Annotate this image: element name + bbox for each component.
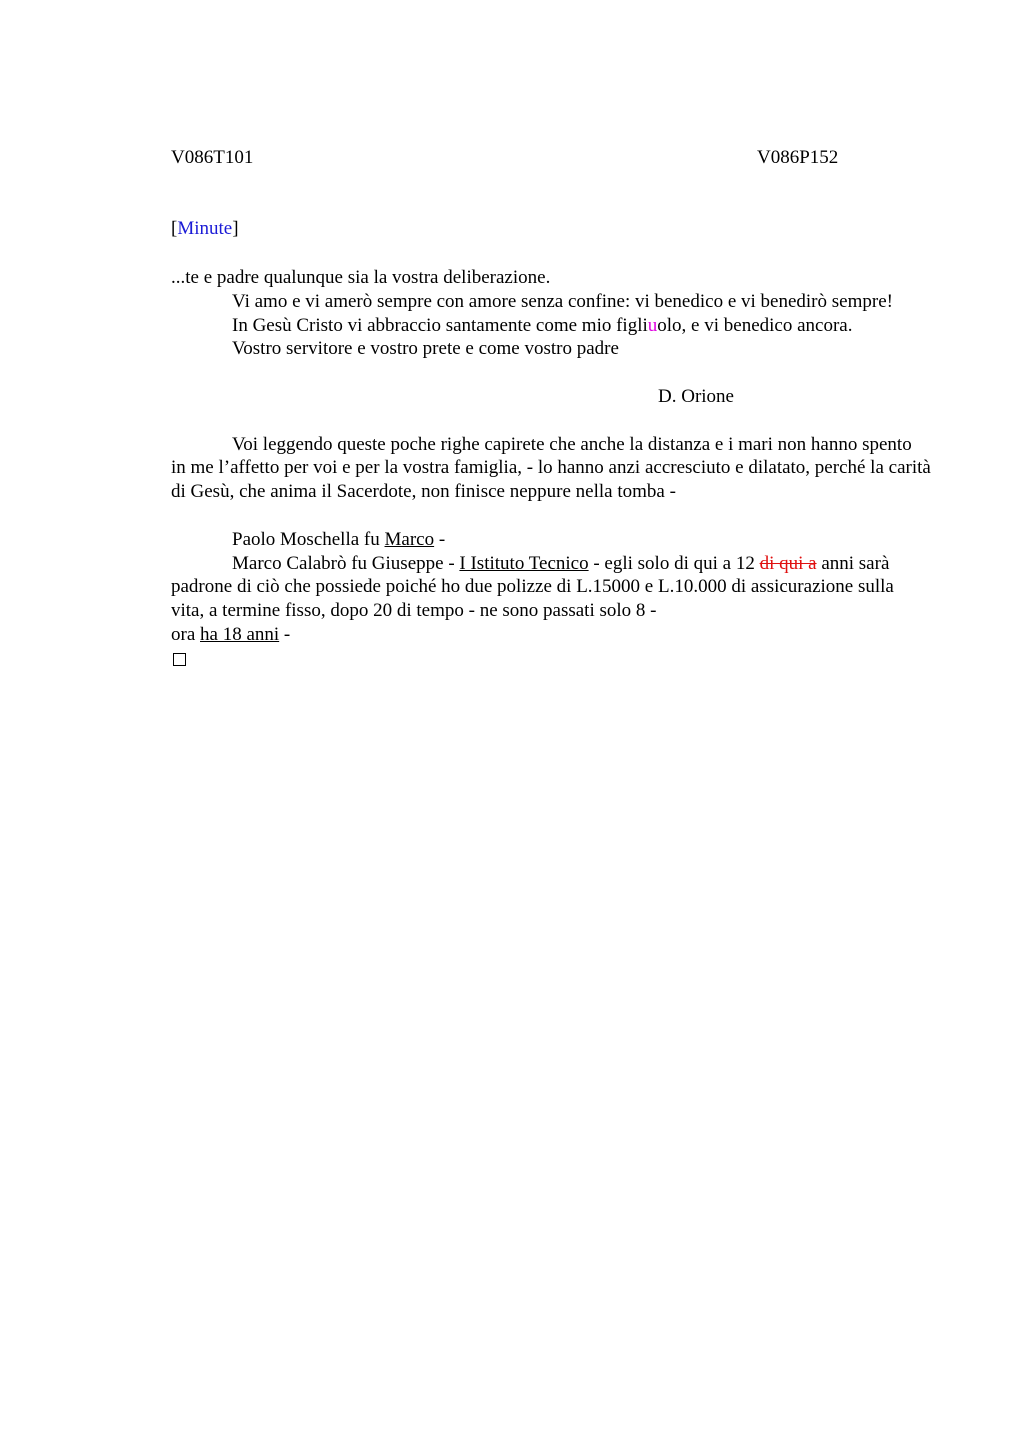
- letter-paragraph-3: [171, 314, 931, 338]
- letter-paragraph-3-after: olo, e vi benedico ancora.: [657, 314, 853, 336]
- letter-body: [171, 266, 931, 673]
- minute-label: [171, 218, 239, 240]
- struck-text: di qui a: [759, 552, 817, 574]
- note-line-3-after: -: [279, 623, 291, 645]
- inserted-letter: u: [647, 314, 658, 336]
- document-ref-right: V086P152: [757, 147, 839, 168]
- letter-paragraph-4: Vostro servitore e vostro prete e come vostro padre: [232, 338, 619, 360]
- note-line-3-underlined: ha 18 anni: [200, 623, 280, 645]
- checkbox-row: [171, 647, 931, 673]
- note-line-2: [171, 552, 931, 623]
- note-line-1: [171, 528, 931, 552]
- letter-paragraph-2: Vi amo e vi amerò sempre con amore senza confine: vi benedico e vi benedirò sempre!: [232, 290, 893, 312]
- note-line-1-after: -: [434, 528, 446, 550]
- note-line-2-before: Marco Calabrò fu Giuseppe -: [232, 552, 460, 574]
- letter-paragraph-5: Voi leggendo queste poche righe capirete che anche la distanza e i mari non hanno spento in me l’affetto per voi e per la vostra famiglia, - lo hanno anzi accresciuto e dilatato, perché la carità di Gesù, che anima il Sacerdote, non finisce neppure nella tomba -: [171, 433, 931, 503]
- letter-paragraph-3-before: In Gesù Cristo vi abbraccio santamente come mio figli: [232, 314, 648, 336]
- letter-line-1: ...te e padre qualunque sia la vostra deliberazione.: [171, 267, 551, 288]
- minute-open-bracket: [: [171, 218, 178, 239]
- minute-text: Minute: [177, 218, 233, 239]
- note-line-2-underlined: I Istituto Tecnico: [459, 552, 589, 574]
- spacer: [171, 409, 931, 433]
- signature: D. Orione: [658, 385, 734, 407]
- spacer: [171, 504, 931, 528]
- note-line-2-after: anni sarà padrone di ciò che possiede poiché ho due polizze di L.15000 e L.10.000 di assicurazione sulla vita, a termine fisso, dopo 20 di tempo - ne sono passati solo 8 -: [171, 552, 894, 622]
- note-line-3: [171, 623, 931, 647]
- document-ref-left: V086T101: [171, 147, 254, 168]
- note-line-1-underlined: Marco: [384, 528, 435, 550]
- minute-close-bracket: ]: [232, 218, 239, 239]
- note-line-1-before: Paolo Moschella fu: [232, 528, 385, 550]
- note-line-2-middle: - egli solo di qui a 12: [588, 552, 760, 574]
- note-line-3-before: ora: [171, 623, 201, 645]
- empty-checkbox-icon: [173, 653, 186, 666]
- spacer: [171, 361, 931, 385]
